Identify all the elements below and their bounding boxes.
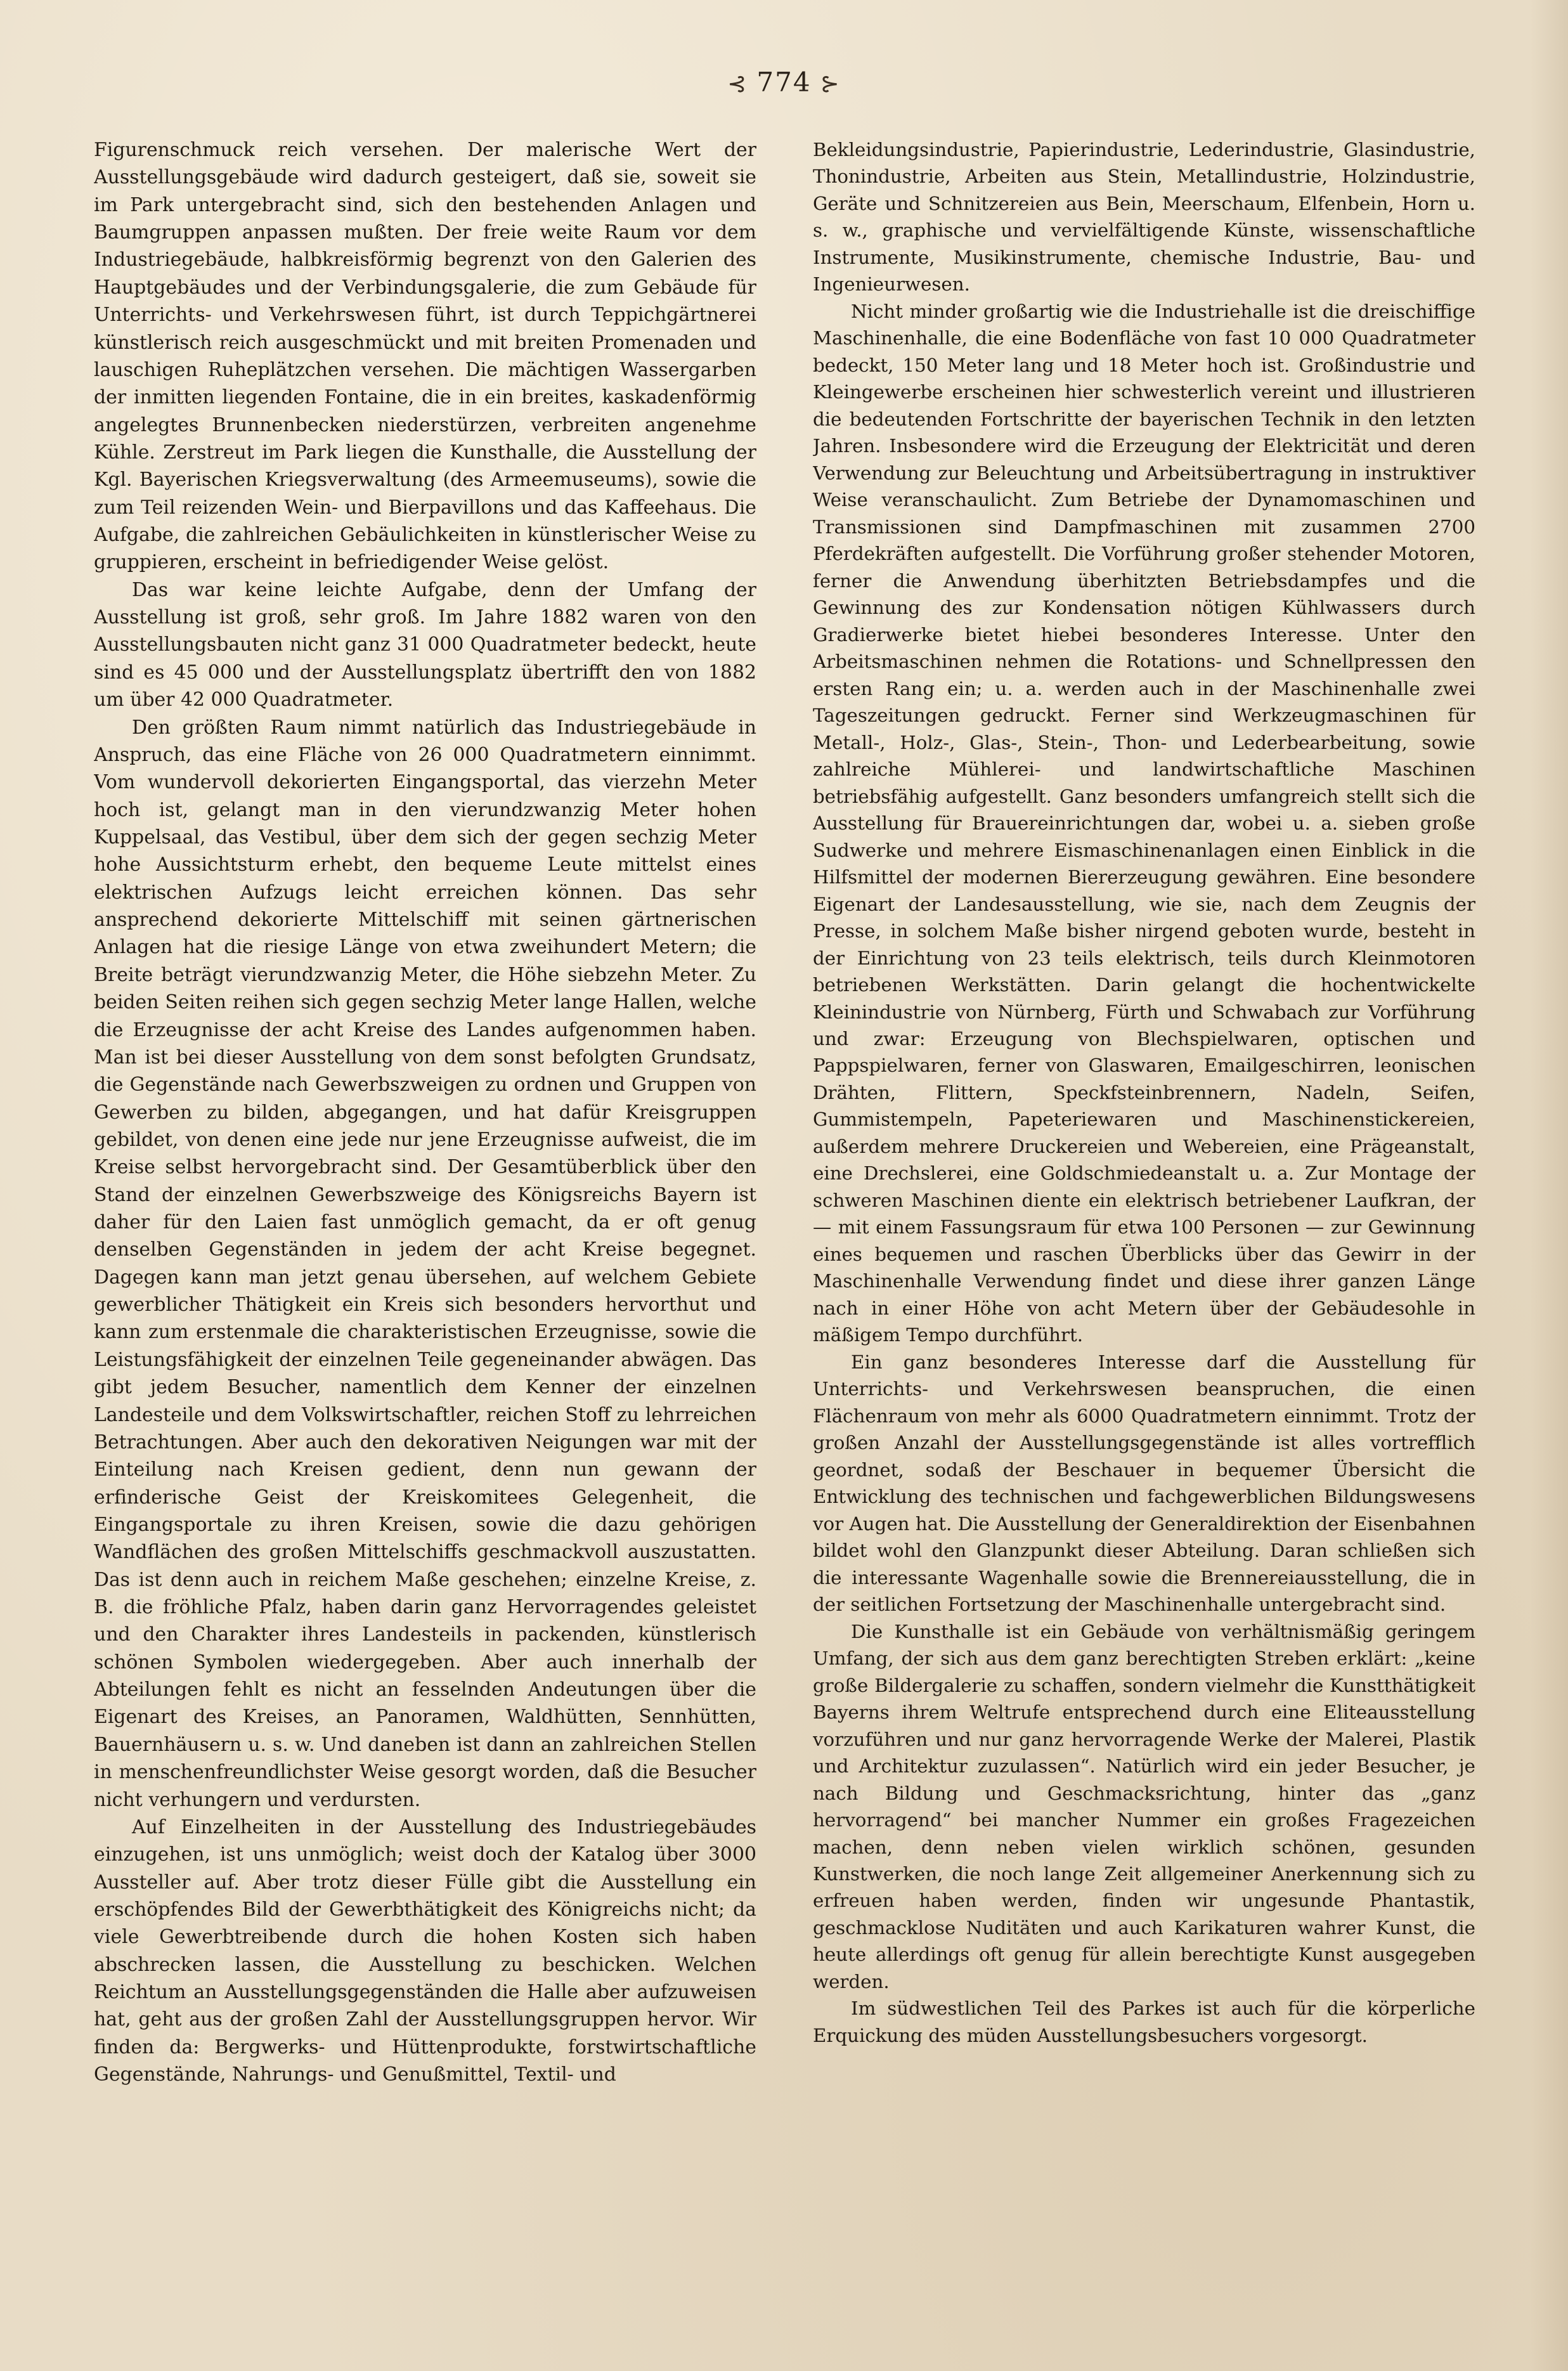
paragraph: Auf Einzelheiten in der Ausstellung des Industriegebäudes einzugehen, ist uns unmöglich; weist doch der Katalog über 3000 Aussteller auf. Aber trotz dieser Fülle gibt die Ausstellung ein erschöpfendes Bild der Gewerbthätigkeit des Königreichs nicht; da viele Gewerbtreibende durch die hohen Kosten sich haben abschrecken lassen, die Ausstellung zu beschicken. Welchen Reichtum an Ausstellungsgegenständen die Halle aber aufzuweisen hat, geht aus der großen Zahl der Ausstellungsgruppen hervor. Wir finden da: Bergwerks- und Hüttenprodukte, forstwirtschaftliche Gegenstände, Nahrungs- und Genußmittel, Textil- und: [94, 1816, 756, 2086]
paragraph: Die Kunsthalle ist ein Gebäude von verhältnismäßig geringem Umfang, der sich aus dem ganz berechtigten Streben erklärt: „keine große Bildergalerie zu schaffen, sondern vielmehr die Kunstthätigkeit Bayerns ihrem Weltrufe entsprechend durch eine Eliteausstellung vorzuführen und nur ganz hervorragende Werke der Malerei, Plastik und Architektur zuzulassen“. Natürlich wird ein jeder Besucher, je nach Bildung und Geschmacksrichtung, hinter das „ganz hervorragend“ bei mancher Nummer ein großes Fragezeichen machen, denn neben vielen wirklich schönen, gesunden Kunstwerken, die noch lange Zeit allgemeiner Anerkennung sich zu erfreuen haben werden, finden wir ungesunde Phantastik, geschmacklose Nuditäten und auch Karikaturen wahrer Kunst, die heute allerdings oft genug für allein berechtigte Kunst ausgegeben werden.: [813, 1620, 1475, 1992]
page-header: [0, 67, 1568, 98]
paragraph: Im südwestlichen Teil des Parkes ist auch für die körperliche Erquickung des müden Ausstellungsbesuchers vorgesorgt.: [813, 1997, 1475, 2046]
paragraph: Bekleidungsindustrie, Papierindustrie, Lederindustrie, Glasindustrie, Thonindustrie, Arbeiten aus Stein, Metallindustrie, Holzindustrie, Geräte und Schnitzereien aus Bein, Meerschaum, Elfenbein, Horn u. s. w., graphische und vervielfältigende Künste, wissenschaftliche Instrumente, Musikinstrumente, chemische Industrie, Bau- und Ingenieurwesen.: [813, 139, 1475, 296]
paragraph: Nicht minder großartig wie die Industriehalle ist die dreischiffige Maschinenhalle, die eine Bodenfläche von fast 10 000 Quadratmeter bedeckt, 150 Meter lang und 18 Meter hoch ist. Großindustrie und Kleingewerbe erscheinen hier schwesterlich vereint und illustrieren die bedeutenden Fortschritte der bayerischen Technik in den letzten Jahren. Insbesondere wird die Erzeugung der Elektricität und deren Verwendung zur Beleuchtung und Arbeitsübertragung in instruktiver Weise veranschaulicht. Zum Betriebe der Dynamomaschinen und Transmissionen sind Dampfmaschinen mit zusammen 2700 Pferdekräften aufgestellt. Die Vorführung großer stehender Motoren, ferner die Anwendung überhitzten Betriebsdampfes und die Gewinnung des zur Kondensation nötigen Kühlwassers durch Gradierwerke bietet hiebei besonderes Interesse. Unter den Arbeitsmaschinen nehmen die Rotations- und Schnellpressen den ersten Rang ein; u. a. werden auch in der Maschinenhalle zwei Tageszeitungen gedruckt. Ferner sind Werkzeugmaschinen für Metall-, Holz-, Glas-, Stein-, Thon- und Lederbearbeitung, sowie zahlreiche Mühlerei- und landwirtschaftliche Maschinen betriebsfähig aufgestellt. Ganz besonders umfangreich stellt sich die Ausstellung für Brauereinrichtungen dar, wobei u. a. sieben große Sudwerke und mehrere Eismaschinenanlagen einen Einblick in die Hilfsmittel der modernen Biererzeugung gewähren. Eine besondere Eigenart der Landesausstellung, wie sie, nach dem Zeugnis der Presse, in solchem Maße bisher nirgend geboten wurde, besteht in der Einrichtung von 23 teils elektrisch, teils durch Kleinmotoren betriebenen Werkstätten. Darin gelangt die hochentwickelte Kleinindustrie von Nürnberg, Fürth und Schwabach zur Vorführung und zwar: Erzeugung von Blechspielwaren, optischen und Pappspielwaren, ferner von Glaswaren, Emailgeschirren, leonischen Drähten, Flittern, Speckfsteinbrennern, Nadeln, Seifen, Gummistempeln, Papeteriewaren und Maschinenstickereien, außerdem mehrere Druckereien und Webereien, eine Prägeanstalt, eine Drechslerei, eine Goldschmiedeanstalt u. a. Zur Montage der schweren Maschinen diente ein elektrisch betriebener Laufkran, der — mit einem Fassungsraum für etwa 100 Personen — zur Gewinnung eines bequemen und raschen Überblicks über das Gewirr in der Maschinenhalle Verwendung findet und diese ihrer ganzen Länge nach in einer Höhe von acht Metern über der Gebäudesohle in mäßigem Tempo durchführt.: [813, 300, 1475, 1346]
paragraph: Ein ganz besonderes Interesse darf die Ausstellung für Unterrichts- und Verkehrswesen beanspruchen, die einen Flächenraum von mehr als 6000 Quadratmetern einnimmt. Trotz der großen Anzahl der Ausstellungsgegenstände ist alles vortrefflich geordnet, sodaß der Beschauer in bequemer Übersicht die Entwicklung des technischen und fachgewerblichen Bildungswesens vor Augen hat. Die Ausstellung der Generaldirektion der Eisenbahnen bildet wohl den Glanzpunkt dieser Abteilung. Daran schließen sich die interessante Wagenhalle sowie die Brennereiausstellung, die in der seitlichen Fortsetzung der Maschinenhalle untergebracht sind.: [813, 1351, 1475, 1616]
page-edge-shadow: [1530, 0, 1568, 2371]
left-column: [94, 136, 756, 2121]
paragraph: Das war keine leichte Aufgabe, denn der Umfang der Ausstellung ist groß, sehr groß. Im Jahre 1882 waren von den Ausstellungsbauten nicht ganz 31 000 Quadratmeter bedeckt, heute sind es 45 000 und der Ausstellungsplatz übertrifft den von 1882 um über 42 000 Quadratmeter.: [94, 578, 756, 711]
ornament-left-icon: ⊰: [727, 71, 748, 97]
ornament-right-icon: ⊱: [820, 71, 841, 97]
paragraph: Figurenschmuck reich versehen. Der malerische Wert der Ausstellungsgebäude wird dadurch gesteigert, daß sie, soweit sie im Park untergebracht sind, sich den bestehenden Anlagen und Baumgruppen anpassen mußten. Der freie weite Raum vor dem Industriegebäude, halbkreisförmig begrenzt von den Galerien des Hauptgebäudes und der Verbindungsgalerie, die zum Gebäude für Unterrichts- und Verkehrswesen führt, ist durch Teppichgärtnerei künstlerisch reich ausgeschmückt und mit breiten Promenaden und lauschigen Ruheplätzchen versehen. Die mächtigen Wassergarben der inmitten liegenden Fontaine, die in ein breites, kaskadenförmig angelegtes Brunnenbecken niederstürzen, verbreiten angenehme Kühle. Zerstreut im Park liegen die Kunsthalle, die Ausstellung der Kgl. Bayerischen Kriegsverwaltung (des Armeemuseums), sowie die zum Teil reizenden Wein- und Bierpavillons und das Kaffeehaus. Die Aufgabe, die zahlreichen Gebäulichkeiten in künstlerischer Weise zu gruppieren, erscheint in befriedigender Weise gelöst.: [94, 139, 756, 574]
right-column: [813, 136, 1475, 2121]
paragraph: Den größten Raum nimmt natürlich das Industriegebäude in Anspruch, das eine Fläche von 26 000 Quadratmetern einnimmt. Vom wundervoll dekorierten Eingangsportal, das vierzehn Meter hoch ist, gelangt man in den vierundzwanzig Meter hohen Kuppelsaal, das Vestibul, über dem sich der gegen sechzig Meter hohe Aussichtsturm erhebt, den bequeme Leute mittelst eines elektrischen Aufzugs leicht erreichen können. Das sehr ansprechend dekorierte Mittelschiff mit seinen gärtnerischen Anlagen hat die riesige Länge von etwa zweihundert Metern; die Breite beträgt vierundzwanzig Meter, die Höhe siebzehn Meter. Zu beiden Seiten reihen sich gegen sechzig Meter lange Hallen, welche die Erzeugnisse der acht Kreise des Landes aufgenommen haben. Man ist bei dieser Ausstellung von dem sonst befolgten Grundsatz, die Gegenstände nach Gewerbszweigen zu ordnen und Gruppen von Gewerben zu bilden, abgegangen, und hat dafür Kreisgruppen gebildet, von denen eine jede nur jene Erzeugnisse aufweist, die im Kreise selbst hervorgebracht sind. Der Gesamtüberblick über den Stand der einzelnen Gewerbszweige des Königsreichs Bayern ist daher für den Laien fast unmöglich gemacht, da er oft genug denselben Gegenständen in jedem der acht Kreise begegnet. Dagegen kann man jetzt genau übersehen, auf welchem Gebiete gewerblicher Thätigkeit ein Kreis sich besonders hervorthut und kann zum erstenmale die charakteristischen Erzeugnisse, sowie die Leistungsfähigkeit der einzelnen Teile gegeneinander abwägen. Das gibt jedem Besucher, namentlich dem Kenner der einzelnen Landesteile und dem Volkswirtschaftler, reichen Stoff zu lehrreichen Betrachtungen. Aber auch den dekorativen Neigungen war mit der Einteilung nach Kreisen gedient, denn nun gewann der erfinderische Geist der Kreiskomitees Gelegenheit, die Eingangsportale zu ihren Kreisen, sowie die dazu gehörigen Wandflächen des großen Mittelschiffs geschmackvoll auszustatten. Das ist denn auch in reichem Maße geschehen; einzelne Kreise, z. B. die fröhliche Pfalz, haben darin ganz Hervorragendes geleistet und den Charakter ihres Landesteils in packenden, künstlerisch schönen Symbolen wiedergegeben. Aber auch innerhalb der Abteilungen fehlt es nicht an fesselnden Andeutungen über die Eigenart des Kreises, an Panoramen, Waldhütten, Sennhütten, Bauernhäusern u. s. w. Und daneben ist dann an zahlreichen Stellen in menschenfreundlichster Weise gesorgt worden, daß die Besucher nicht verhungern und verdursten.: [94, 716, 756, 1811]
page-number: 774: [756, 67, 812, 98]
